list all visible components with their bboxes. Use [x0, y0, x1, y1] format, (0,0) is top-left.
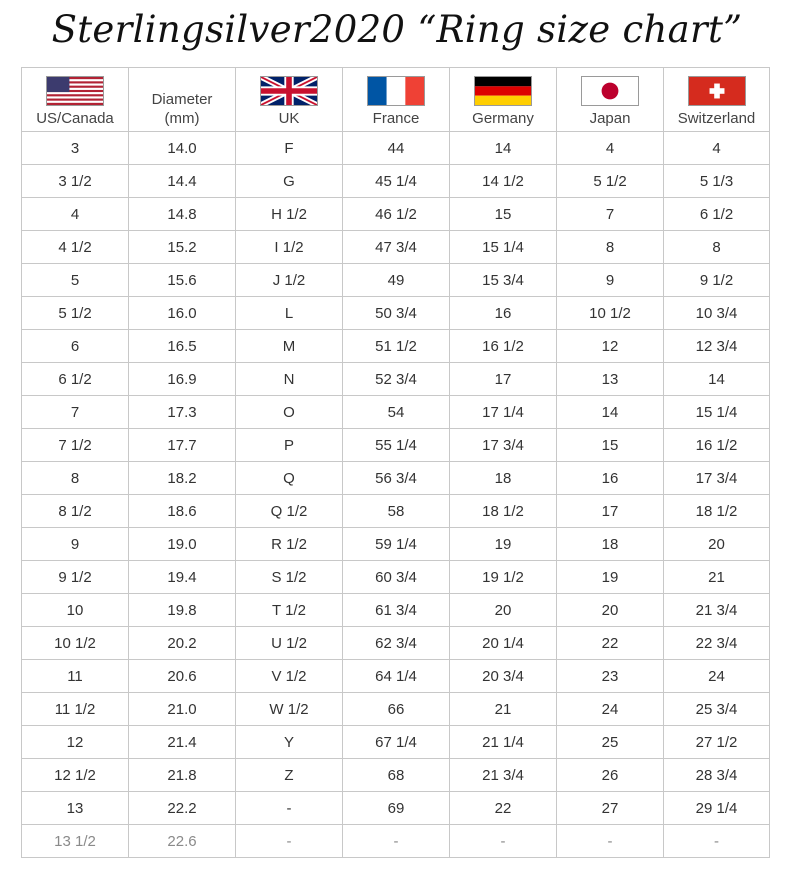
table-row: [22, 495, 770, 528]
cell-germany-size: 22: [450, 792, 557, 825]
cell-france-size: 54: [343, 396, 450, 429]
cell-switzerland-size: 10 3/4: [664, 297, 770, 330]
cell-us-canada-size: 8 1/2: [22, 495, 129, 528]
table-row: [22, 660, 770, 693]
table-row: [22, 528, 770, 561]
cell-us-canada-size: 10: [22, 594, 129, 627]
cell-france-size: -: [343, 825, 450, 858]
cell-japan-size: 13: [557, 363, 664, 396]
table-row: [22, 693, 770, 726]
table-row: [22, 726, 770, 759]
cell-diameter-mm: 16.9: [129, 363, 236, 396]
cell-germany-size: 18 1/2: [450, 495, 557, 528]
cell-switzerland-size: 4: [664, 132, 770, 165]
table-row: [22, 264, 770, 297]
cell-uk-size: L: [236, 297, 343, 330]
cell-diameter-mm: 19.0: [129, 528, 236, 561]
cell-diameter-mm: 21.4: [129, 726, 236, 759]
cell-us-canada-size: 5: [22, 264, 129, 297]
cell-germany-size: -: [450, 825, 557, 858]
header-germany: [450, 68, 557, 132]
header-switzerland: [664, 68, 770, 132]
cell-switzerland-size: 27 1/2: [664, 726, 770, 759]
ring-size-table: [21, 67, 770, 858]
header-label-germany: Germany: [472, 110, 534, 127]
table-row: [22, 165, 770, 198]
table-row: [22, 594, 770, 627]
table-row: [22, 627, 770, 660]
cell-france-size: 69: [343, 792, 450, 825]
cell-uk-size: P: [236, 429, 343, 462]
cell-germany-size: 16: [450, 297, 557, 330]
cell-diameter-mm: 16.0: [129, 297, 236, 330]
cell-france-size: 55 1/4: [343, 429, 450, 462]
cell-france-size: 68: [343, 759, 450, 792]
cell-us-canada-size: 10 1/2: [22, 627, 129, 660]
cell-germany-size: 19: [450, 528, 557, 561]
cell-france-size: 62 3/4: [343, 627, 450, 660]
cell-uk-size: Y: [236, 726, 343, 759]
usa-flag-icon: [46, 76, 104, 106]
table-row: [22, 462, 770, 495]
table-row: [22, 396, 770, 429]
table-header-row: [22, 68, 770, 132]
header-label-uk: UK: [278, 110, 300, 127]
cell-japan-size: 25: [557, 726, 664, 759]
cell-switzerland-size: 29 1/4: [664, 792, 770, 825]
cell-switzerland-size: 9 1/2: [664, 264, 770, 297]
cell-germany-size: 21: [450, 693, 557, 726]
cell-diameter-mm: 16.5: [129, 330, 236, 363]
cell-uk-size: T 1/2: [236, 594, 343, 627]
cell-japan-size: 16: [557, 462, 664, 495]
cell-us-canada-size: 9 1/2: [22, 561, 129, 594]
cell-us-canada-size: 6 1/2: [22, 363, 129, 396]
cell-switzerland-size: 18 1/2: [664, 495, 770, 528]
cell-france-size: 47 3/4: [343, 231, 450, 264]
cell-switzerland-size: 24: [664, 660, 770, 693]
cell-uk-size: R 1/2: [236, 528, 343, 561]
cell-uk-size: H 1/2: [236, 198, 343, 231]
header-france: [343, 68, 450, 132]
cell-japan-size: 9: [557, 264, 664, 297]
uk-flag-icon: [260, 76, 318, 106]
cell-switzerland-size: 21: [664, 561, 770, 594]
table-body: [22, 132, 770, 858]
cell-us-canada-size: 13 1/2: [22, 825, 129, 858]
table-row: [22, 759, 770, 792]
cell-germany-size: 20 3/4: [450, 660, 557, 693]
cell-diameter-mm: 18.2: [129, 462, 236, 495]
cell-us-canada-size: 12 1/2: [22, 759, 129, 792]
cell-uk-size: O: [236, 396, 343, 429]
table-row: [22, 198, 770, 231]
header-label-us-canada: US/Canada: [36, 110, 114, 127]
cell-switzerland-size: -: [664, 825, 770, 858]
cell-diameter-mm: 15.2: [129, 231, 236, 264]
cell-switzerland-size: 21 3/4: [664, 594, 770, 627]
cell-germany-size: 15 3/4: [450, 264, 557, 297]
cell-uk-size: S 1/2: [236, 561, 343, 594]
france-flag-icon: [367, 76, 425, 106]
header-label-japan: Japan: [589, 110, 631, 127]
cell-switzerland-size: 6 1/2: [664, 198, 770, 231]
table-row: [22, 792, 770, 825]
cell-diameter-mm: 19.8: [129, 594, 236, 627]
table-row: [22, 363, 770, 396]
cell-japan-size: 4: [557, 132, 664, 165]
cell-uk-size: -: [236, 792, 343, 825]
cell-switzerland-size: 17 3/4: [664, 462, 770, 495]
cell-germany-size: 15: [450, 198, 557, 231]
cell-diameter-mm: 20.6: [129, 660, 236, 693]
cell-germany-size: 16 1/2: [450, 330, 557, 363]
cell-us-canada-size: 8: [22, 462, 129, 495]
cell-us-canada-size: 12: [22, 726, 129, 759]
cell-japan-size: 27: [557, 792, 664, 825]
cell-france-size: 46 1/2: [343, 198, 450, 231]
cell-japan-size: 17: [557, 495, 664, 528]
cell-japan-size: 19: [557, 561, 664, 594]
cell-germany-size: 20 1/4: [450, 627, 557, 660]
switzerland-flag-icon: [688, 76, 746, 106]
table-row: [22, 561, 770, 594]
header-japan: [557, 68, 664, 132]
cell-japan-size: 10 1/2: [557, 297, 664, 330]
cell-japan-size: 26: [557, 759, 664, 792]
cell-diameter-mm: 21.8: [129, 759, 236, 792]
cell-france-size: 50 3/4: [343, 297, 450, 330]
cell-france-size: 67 1/4: [343, 726, 450, 759]
cell-switzerland-size: 28 3/4: [664, 759, 770, 792]
cell-germany-size: 14 1/2: [450, 165, 557, 198]
cell-switzerland-size: 20: [664, 528, 770, 561]
cell-germany-size: 20: [450, 594, 557, 627]
cell-france-size: 60 3/4: [343, 561, 450, 594]
cell-diameter-mm: 15.6: [129, 264, 236, 297]
cell-france-size: 61 3/4: [343, 594, 450, 627]
cell-us-canada-size: 11: [22, 660, 129, 693]
cell-japan-size: 22: [557, 627, 664, 660]
cell-us-canada-size: 3 1/2: [22, 165, 129, 198]
cell-uk-size: V 1/2: [236, 660, 343, 693]
cell-diameter-mm: 22.6: [129, 825, 236, 858]
cell-uk-size: U 1/2: [236, 627, 343, 660]
cell-japan-size: 7: [557, 198, 664, 231]
cell-germany-size: 19 1/2: [450, 561, 557, 594]
cell-diameter-mm: 19.4: [129, 561, 236, 594]
cell-germany-size: 21 3/4: [450, 759, 557, 792]
cell-france-size: 66: [343, 693, 450, 726]
table-row: [22, 330, 770, 363]
cell-diameter-mm: 21.0: [129, 693, 236, 726]
cell-france-size: 45 1/4: [343, 165, 450, 198]
table-row: [22, 825, 770, 858]
cell-germany-size: 21 1/4: [450, 726, 557, 759]
cell-japan-size: 14: [557, 396, 664, 429]
header-uk: [236, 68, 343, 132]
cell-japan-size: 8: [557, 231, 664, 264]
cell-us-canada-size: 13: [22, 792, 129, 825]
cell-uk-size: I 1/2: [236, 231, 343, 264]
cell-germany-size: 15 1/4: [450, 231, 557, 264]
header-label-france: France: [372, 110, 420, 127]
cell-france-size: 56 3/4: [343, 462, 450, 495]
cell-japan-size: 15: [557, 429, 664, 462]
cell-france-size: 64 1/4: [343, 660, 450, 693]
cell-germany-size: 14: [450, 132, 557, 165]
cell-uk-size: J 1/2: [236, 264, 343, 297]
table-row: [22, 429, 770, 462]
cell-france-size: 44: [343, 132, 450, 165]
cell-uk-size: G: [236, 165, 343, 198]
cell-us-canada-size: 5 1/2: [22, 297, 129, 330]
cell-switzerland-size: 15 1/4: [664, 396, 770, 429]
cell-us-canada-size: 11 1/2: [22, 693, 129, 726]
cell-switzerland-size: 14: [664, 363, 770, 396]
japan-flag-icon: [581, 76, 639, 106]
cell-japan-size: -: [557, 825, 664, 858]
cell-switzerland-size: 5 1/3: [664, 165, 770, 198]
cell-uk-size: W 1/2: [236, 693, 343, 726]
table-row: [22, 297, 770, 330]
cell-diameter-mm: 18.6: [129, 495, 236, 528]
cell-diameter-mm: 14.4: [129, 165, 236, 198]
cell-japan-size: 18: [557, 528, 664, 561]
header-label-diameter-unit: (mm): [164, 110, 200, 127]
cell-japan-size: 20: [557, 594, 664, 627]
header-label-switzerland: Switzerland: [677, 110, 756, 127]
cell-germany-size: 18: [450, 462, 557, 495]
cell-japan-size: 24: [557, 693, 664, 726]
cell-switzerland-size: 22 3/4: [664, 627, 770, 660]
cell-us-canada-size: 4: [22, 198, 129, 231]
cell-uk-size: N: [236, 363, 343, 396]
cell-germany-size: 17 1/4: [450, 396, 557, 429]
cell-switzerland-size: 16 1/2: [664, 429, 770, 462]
cell-us-canada-size: 7 1/2: [22, 429, 129, 462]
cell-us-canada-size: 9: [22, 528, 129, 561]
cell-uk-size: -: [236, 825, 343, 858]
cell-diameter-mm: 22.2: [129, 792, 236, 825]
cell-diameter-mm: 17.7: [129, 429, 236, 462]
cell-switzerland-size: 12 3/4: [664, 330, 770, 363]
cell-france-size: 51 1/2: [343, 330, 450, 363]
germany-flag-icon: [474, 76, 532, 106]
cell-us-canada-size: 7: [22, 396, 129, 429]
cell-france-size: 49: [343, 264, 450, 297]
header-diameter: [129, 68, 236, 132]
cell-japan-size: 5 1/2: [557, 165, 664, 198]
cell-us-canada-size: 6: [22, 330, 129, 363]
table-row: [22, 231, 770, 264]
cell-france-size: 59 1/4: [343, 528, 450, 561]
table-row: [22, 132, 770, 165]
header-us-canada: [22, 68, 129, 132]
cell-us-canada-size: 4 1/2: [22, 231, 129, 264]
cell-diameter-mm: 17.3: [129, 396, 236, 429]
cell-diameter-mm: 14.0: [129, 132, 236, 165]
cell-japan-size: 12: [557, 330, 664, 363]
cell-france-size: 52 3/4: [343, 363, 450, 396]
cell-diameter-mm: 14.8: [129, 198, 236, 231]
cell-diameter-mm: 20.2: [129, 627, 236, 660]
cell-us-canada-size: 3: [22, 132, 129, 165]
cell-switzerland-size: 25 3/4: [664, 693, 770, 726]
cell-uk-size: F: [236, 132, 343, 165]
cell-uk-size: M: [236, 330, 343, 363]
header-label-diameter: Diameter: [151, 91, 213, 108]
cell-france-size: 58: [343, 495, 450, 528]
cell-uk-size: Z: [236, 759, 343, 792]
page-title: Sterlingsilver2020 “Ring size chart”: [51, 8, 743, 51]
cell-germany-size: 17: [450, 363, 557, 396]
cell-germany-size: 17 3/4: [450, 429, 557, 462]
cell-japan-size: 23: [557, 660, 664, 693]
cell-uk-size: Q 1/2: [236, 495, 343, 528]
cell-switzerland-size: 8: [664, 231, 770, 264]
cell-uk-size: Q: [236, 462, 343, 495]
